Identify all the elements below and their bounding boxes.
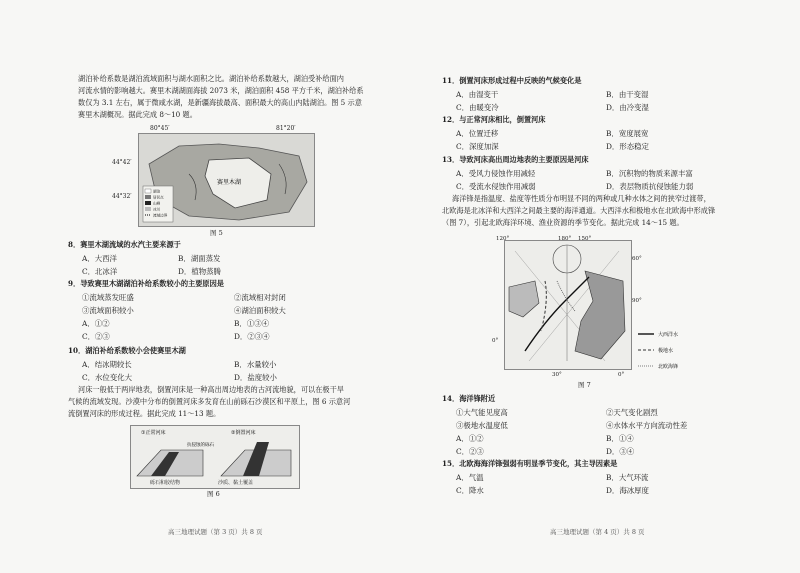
intro3-line: 北欧海是北冰洋和大西洋之间最主要的海洋通道。大西洋水和极地水在北欧海中形成锋 xyxy=(442,206,716,215)
q9-option-d[interactable]: D．②③④ xyxy=(234,332,270,341)
q11-option-d[interactable]: D．由冷变湿 xyxy=(606,103,649,112)
q9-option-c[interactable]: C．②③ xyxy=(82,332,110,341)
q9-item: ④湖泊面积较大 xyxy=(234,306,286,315)
resistant-gravel-note: 抗侵蚀的砾石 xyxy=(187,443,214,448)
q13-option-d[interactable]: D．表层物质抗侵蚀能力弱 xyxy=(606,182,694,191)
figure-5-caption: 图 5 xyxy=(210,229,223,237)
q10-option-c[interactable]: C．水位变化大 xyxy=(82,373,132,382)
q10-option-b[interactable]: B．水量较小 xyxy=(234,360,277,369)
q12-option-d[interactable]: D．形态稳定 xyxy=(606,142,649,151)
question-9: 9．导致赛里木湖湖泊补给系数较小的主要原因是 xyxy=(68,279,224,288)
q11-option-c[interactable]: C．由暖变冷 xyxy=(456,103,499,112)
intro3-line: （图 7），引起北欧海洋环境、渔业资源的季节变化。据此完成 14～15 题。 xyxy=(442,218,684,227)
q11-option-b[interactable]: B．由干变湿 xyxy=(606,90,649,99)
question-11: 11．倒置河床形成过程中反映的气候变化是 xyxy=(442,76,582,85)
q8-option-b[interactable]: B．湖面蒸发 xyxy=(178,254,221,263)
q14-item: ②天气变化剧烈 xyxy=(606,408,658,417)
intro2-line: 流倒置河床的形成过程。据此完成 11～13 题。 xyxy=(68,409,221,418)
question-8: 8．赛里木湖流域的水汽主要来源于 xyxy=(68,240,181,249)
q8-option-a[interactable]: A．大西洋 xyxy=(82,254,117,263)
legend-glacier: 冰川 xyxy=(153,207,161,212)
figure-5-map xyxy=(138,133,315,227)
figure-7-map xyxy=(504,240,632,370)
intro-line: 数仅为 3.1 左右，属于微咸水湖，是新疆海拔最高、面积最大的高山内陆湖泊。图 5 示意 xyxy=(78,98,362,107)
q11-option-a[interactable]: A．由湿变干 xyxy=(456,90,499,99)
legend-settlement: 居民点 xyxy=(153,195,164,200)
q15-option-a[interactable]: A．气温 xyxy=(456,473,484,482)
legend-polar-water: 极地水 xyxy=(658,348,674,354)
fig7-lon: 30° xyxy=(552,372,562,378)
intro-line: 湖泊补给系数是湖泊流域面积与湖水面积之比。湖泊补给系数越大，湖泊受补给面内 xyxy=(78,74,344,83)
q14-option-b[interactable]: B．①④ xyxy=(606,434,634,443)
q12-option-c[interactable]: C．深度加深 xyxy=(456,142,499,151)
q13-option-b[interactable]: B．沉积物的物质来源丰富 xyxy=(606,169,693,178)
q9-item: ②流域相对封闭 xyxy=(234,293,286,302)
q8-option-d[interactable]: D．植物蒸腾 xyxy=(178,267,221,276)
q14-item: ④水体水平方向流动性差 xyxy=(606,421,688,430)
panel2-label: ②倒置河床 xyxy=(231,430,256,436)
legend-boundary: 流域边界 xyxy=(153,213,168,218)
q12-option-a[interactable]: A．位置迁移 xyxy=(456,129,499,138)
q14-item: ③极地水温度低 xyxy=(456,421,508,430)
q13-option-c[interactable]: C．受流水侵蚀作用减弱 xyxy=(456,182,536,191)
legend-peak: 山峰 xyxy=(153,201,161,206)
intro3-line: 海洋锋是指温度、盐度等性质分布明显不同的两种或几种水体之间的狭窄过渡带， xyxy=(452,194,711,203)
legend-atlantic-water: 大西洋水 xyxy=(658,332,679,338)
fig7-lon: 60° xyxy=(632,256,642,262)
right-page xyxy=(400,0,800,573)
fig7-lat: 90° xyxy=(632,298,642,304)
q9-item: ③流域面积较小 xyxy=(82,306,134,315)
question-14: 14．海洋锋附近 xyxy=(442,394,496,403)
q15-option-c[interactable]: C．降水 xyxy=(456,486,484,495)
page-footer: 高三地理试题（第 4 页）共 8 页 xyxy=(550,528,645,536)
fig7-lat: 0° xyxy=(492,338,499,344)
q15-option-b[interactable]: B．大气环流 xyxy=(606,473,649,482)
intro2-line: 气候的流域发现。沙漠中分布的倒置河床多发育在山前砾石沙漠区和平原上，图 6 示意河 xyxy=(68,397,351,406)
q9-option-a[interactable]: A．①② xyxy=(82,319,110,328)
fig6-legend-sand: 沙质、黏土覆盖 xyxy=(218,480,254,486)
lat-label: 44°32′ xyxy=(112,193,132,200)
question-10: 10．湖泊补给系数较小会使赛里木湖 xyxy=(68,346,186,355)
q9-option-b[interactable]: B．①③④ xyxy=(234,319,269,328)
fig7-lon: 0° xyxy=(618,372,625,378)
q10-option-d[interactable]: D．盐度较小 xyxy=(234,373,277,382)
q14-item: ①大气能见度高 xyxy=(456,408,508,417)
intro2-line: 河床一般低于两岸地表，倒置河床是一种高出周边地表的古河流地貌，可以在极干旱 xyxy=(78,385,344,394)
figure-7-caption: 图 7 xyxy=(578,381,591,389)
q9-item: ①流域蒸发旺盛 xyxy=(82,293,134,302)
fig7-lon: 150° xyxy=(578,236,592,242)
lon-label: 81°20′ xyxy=(276,125,296,132)
lon-label: 80°45′ xyxy=(150,125,170,132)
intro-line: 赛里木湖概况。据此完成 8～10 题。 xyxy=(78,110,197,119)
q14-option-a[interactable]: A．①② xyxy=(456,434,484,443)
lat-label: 44°42′ xyxy=(112,159,132,166)
q8-option-c[interactable]: C．北冰洋 xyxy=(82,267,118,276)
question-13: 13．导致河床高出周边地表的主要原因是河床 xyxy=(442,155,589,164)
q15-option-d[interactable]: D．海冰厚度 xyxy=(606,486,649,495)
lake-label: 赛里木湖 xyxy=(216,179,242,186)
legend-front: 北欧海锋 xyxy=(658,364,679,370)
fig7-lon: 120° xyxy=(496,236,510,242)
q12-option-b[interactable]: B．宽度展宽 xyxy=(606,129,649,138)
q14-option-c[interactable]: C．②③ xyxy=(456,447,484,456)
fig6-legend-gravel: 砾石和胶结物 xyxy=(150,480,181,486)
q14-option-d[interactable]: D．③④ xyxy=(606,447,635,456)
fig7-lon: 180° xyxy=(558,236,572,242)
question-15: 15．北欧海海洋锋强弱有明显季节变化，其主导因素是 xyxy=(442,459,618,468)
q13-option-a[interactable]: A．受风力侵蚀作用减轻 xyxy=(456,169,536,178)
page-footer: 高三地理试题（第 3 页）共 8 页 xyxy=(168,528,263,536)
question-12: 12．与正常河床相比，倒置河床 xyxy=(442,115,546,124)
intro-line: 河流水情的影响越大。赛里木湖湖面海拔 2073 米，湖泊面积 458 平方千米，湖泊补给系 xyxy=(78,86,364,95)
figure-6-caption: 图 6 xyxy=(207,490,220,498)
legend-lake: 湖泊 xyxy=(153,189,161,194)
panel1-label: ①正常河床 xyxy=(141,430,166,436)
q10-option-a[interactable]: A．结冰期较长 xyxy=(82,360,132,369)
fig7-legend xyxy=(636,326,726,376)
